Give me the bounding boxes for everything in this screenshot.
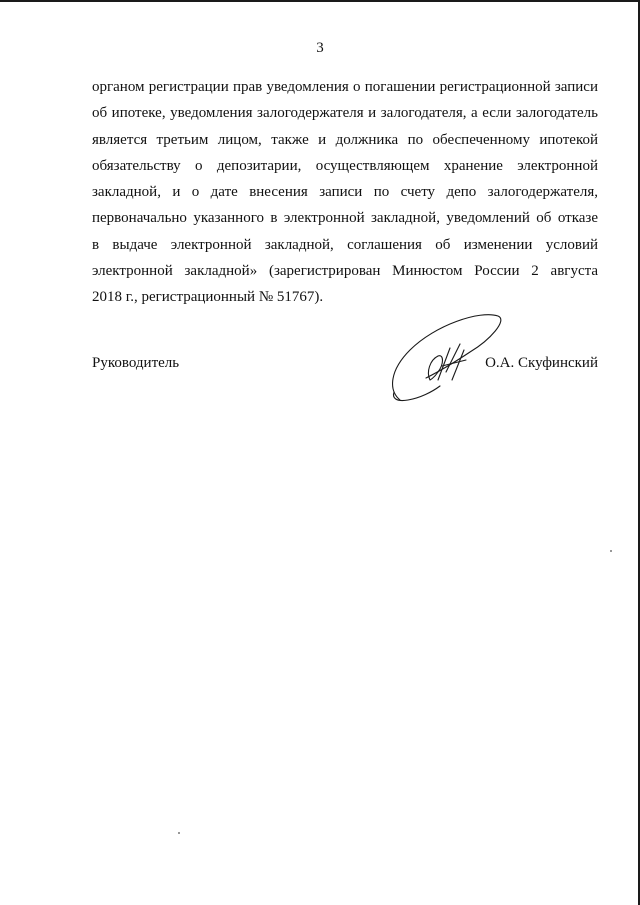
body-line: электронной закладной» (зарегистрирован Минюстом России 2 августа: [92, 263, 598, 280]
scan-speck: [178, 832, 180, 834]
body-line: закладной, и о дате внесения записи по счету депо залогодержателя,: [92, 184, 598, 201]
page-number: 3: [316, 40, 324, 56]
scan-edge-top: [0, 0, 640, 2]
signer-title: Руководитель: [92, 355, 180, 371]
signer-name: О.А. Скуфинский: [485, 355, 598, 371]
body-line: 2018 г., регистрационный № 51767).: [92, 289, 324, 306]
body-line: является третьим лицом, также и должника по обеспеченному ипотекой: [92, 131, 598, 148]
body-line: первоначально указанного в электронной закладной, уведомлений об отказе: [92, 210, 598, 227]
signature-block: [92, 355, 598, 379]
body-paragraph: [92, 74, 598, 311]
scan-speck: [610, 550, 612, 552]
body-line: обязательству о депозитарии, осуществляющем хранение электронной: [92, 157, 598, 174]
body-line: органом регистрации прав уведомления о погашении регистрационной записи: [92, 79, 598, 95]
body-line: об ипотеке, уведомления залогодержателя и залогодателя, а если залогодатель: [92, 105, 598, 122]
body-line: в выдаче электронной закладной, соглашения об изменении условий: [92, 236, 598, 253]
